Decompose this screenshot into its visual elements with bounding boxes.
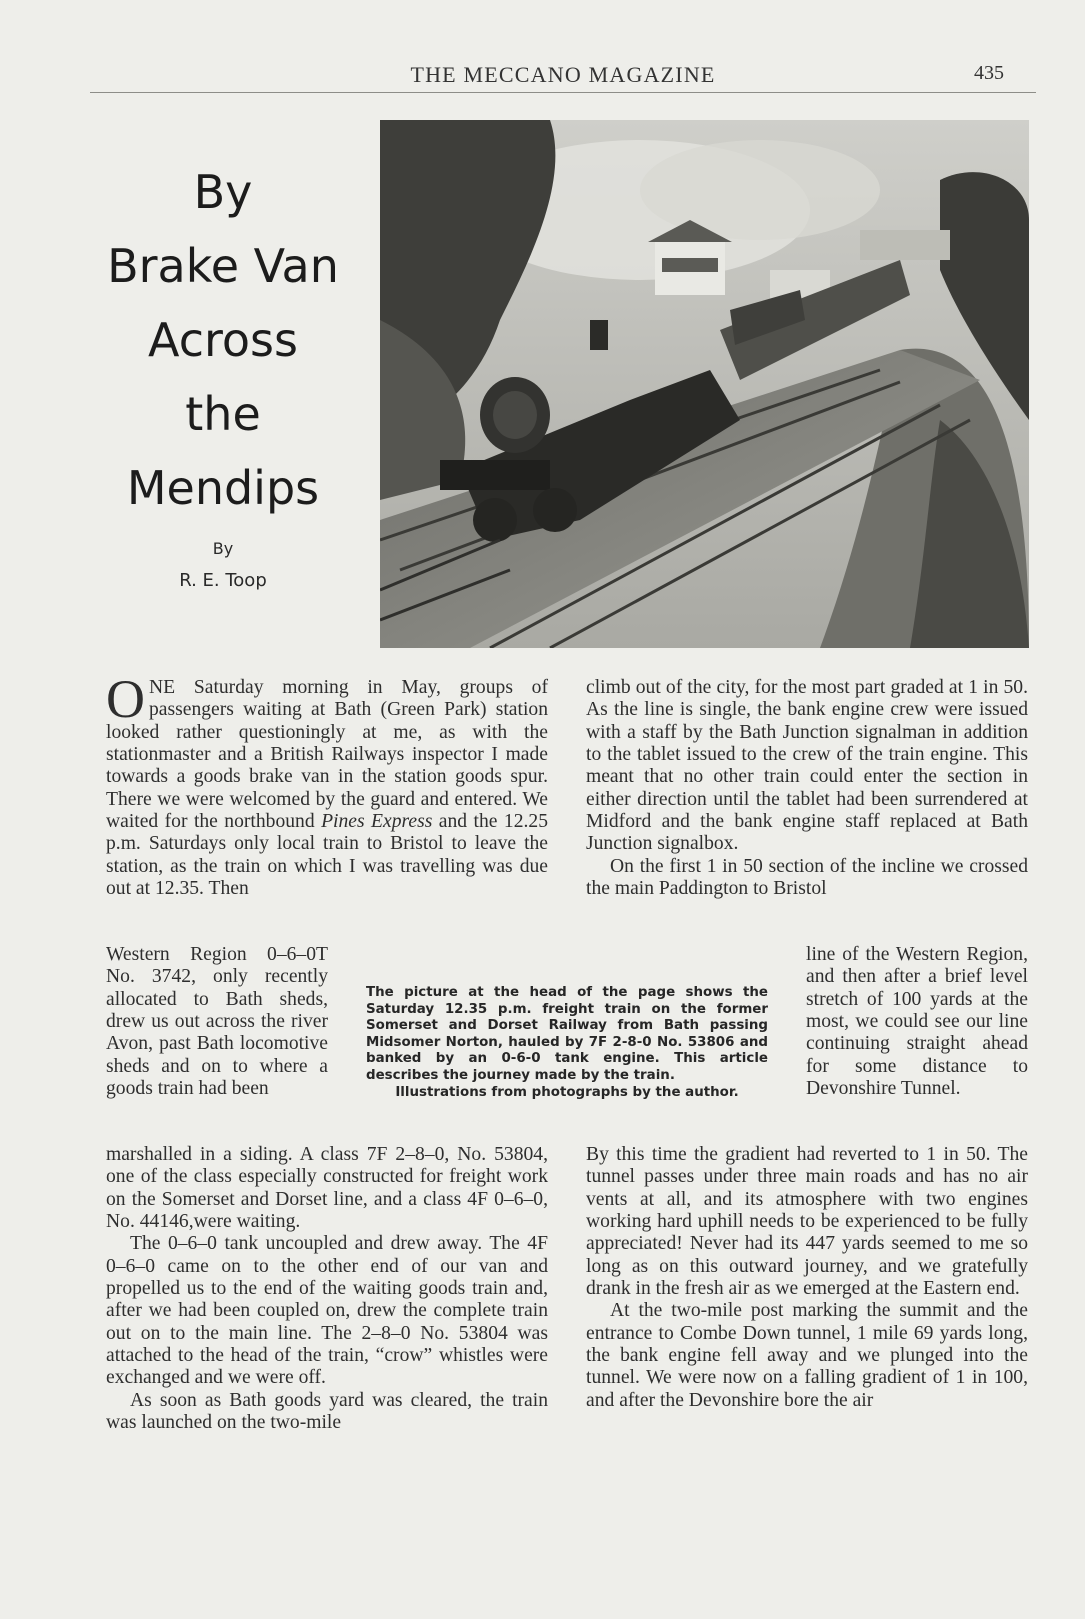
title-line: Brake Van bbox=[107, 239, 339, 293]
caption-line: and banked by an 0-6-0 tank engine. This article bbox=[366, 1034, 768, 1067]
body-column-right-bottom bbox=[586, 1144, 1028, 1412]
drop-cap: O bbox=[106, 669, 145, 729]
train-photograph bbox=[380, 120, 1029, 648]
author-name: R. E. Toop bbox=[179, 570, 267, 591]
byline bbox=[140, 538, 306, 596]
title-line: By bbox=[193, 165, 253, 219]
body-paragraph: On the first 1 in 50 section of the incline we crossed the main Paddington to Bristol bbox=[586, 855, 1028, 900]
body-text: By this time the gradient had reverted to 1 in 50. The tunnel passes under three main roads and has no air vents at all, and its atmosphere with two engines working hard uphill needs to be experienced to be fully appreciated! Never had its 447 yards seemed to me so long as on this outward journey, and we gratefully drank in the fresh air as we emerged at the Eastern end. bbox=[586, 1144, 1028, 1300]
running-header bbox=[90, 60, 1036, 93]
body-column-right-narrow bbox=[806, 944, 1028, 1100]
by-label: By bbox=[212, 539, 234, 558]
body-column-left-narrow bbox=[106, 944, 328, 1100]
caption-line: describes the journey made by the train. bbox=[366, 1067, 675, 1083]
title-line: Mendips bbox=[126, 461, 320, 515]
body-column-right-top bbox=[586, 677, 1028, 900]
body-text: line of the Western Region, and then after a brief level stretch of 100 yards at the most, we could see our line continuing straight ahead for some distance to Devonshire Tunnel. bbox=[806, 944, 1028, 1100]
body-paragraph: At the two-mile post marking the summit and the entrance to Combe Down tunnel, 1 mile 69 yards long, the bank engine fell away and we plunged into the tunnel. We were now on a falling gradient of 1 in 100, and after the Devonshire bore the air bbox=[586, 1300, 1028, 1411]
body-text: Western Region 0–6–0T No. 3742, only recently allocated to Bath sheds, drew us out across the river Avon, past Bath locomotive sheds and on to where a goods train had been bbox=[106, 944, 328, 1100]
caption-line: Illustrations from photographs by the author. bbox=[395, 1084, 739, 1100]
title-line: Across bbox=[148, 313, 298, 367]
body-text: marshalled in a siding. A class 7F 2–8–0, No. 53804, one of the class especially constructed for freight work on the Somerset and Dorset line, and a class 4F 0–6–0, No. 44146,were waiting. bbox=[106, 1144, 548, 1233]
caption-line: Somerset and Dorset Railway from Bath passing bbox=[366, 1018, 768, 1034]
body-column-left-top bbox=[106, 669, 548, 900]
caption-line: The picture at the head of the page shows the bbox=[366, 985, 768, 1000]
photo-caption bbox=[366, 985, 768, 1101]
caption-line: Saturday 12.35 p.m. freight train on the former bbox=[366, 1001, 768, 1017]
body-text: and the 12.25 p.m. Saturdays only local train to Bristol to leave the station, as the train on which I was travelling was due out at 12.35. Then bbox=[106, 811, 548, 900]
caption-line: Midsomer Norton, hauled by 7F 2-8-0 No. 53806 bbox=[366, 1034, 735, 1050]
photo-illustration bbox=[380, 120, 1029, 648]
body-text-italic: Pines Express bbox=[321, 811, 433, 833]
title-line: the bbox=[185, 387, 261, 441]
magazine-title: THE MECCANO MAGAZINE bbox=[410, 62, 716, 87]
body-column-left-bottom bbox=[106, 1144, 548, 1434]
body-paragraph: The 0–6–0 tank uncoupled and drew away. The 4F 0–6–0 came on to the other end of our van and propelled us to the end of the waiting goods train and, after we had been coupled on, drew the complete train out on to the main line. The 2–8–0 No. 53804 was attached to the head of the train, “crow” whistles were exchanged and we were off. bbox=[106, 1233, 548, 1389]
article-title bbox=[90, 155, 356, 525]
page-number: 435 bbox=[974, 62, 1004, 84]
body-paragraph: As soon as Bath goods yard was cleared, the train was launched on the two-mile bbox=[106, 1389, 548, 1434]
body-text: NE Saturday morning in May, groups of passengers waiting at Bath (Green Park) station looked rather questioningly at me, as with the stationmaster and a British Railways inspector I made towards a goods brake van in the station goods spur. There we were welcomed by the guard and entered. We waited for the northbound bbox=[106, 677, 548, 833]
body-paragraph: climb out of the city, for the most part graded at 1 in 50. As the line is single, the bank engine crew were issued with a staff by the Bath Junction signalman in addition to the tablet issued to the crew of the train engine. This meant that no other train could enter the section in either direction until the tablet had been surrendered at Midford and the bank engine staff replaced at Bath Junction signalbox. bbox=[586, 677, 1028, 855]
